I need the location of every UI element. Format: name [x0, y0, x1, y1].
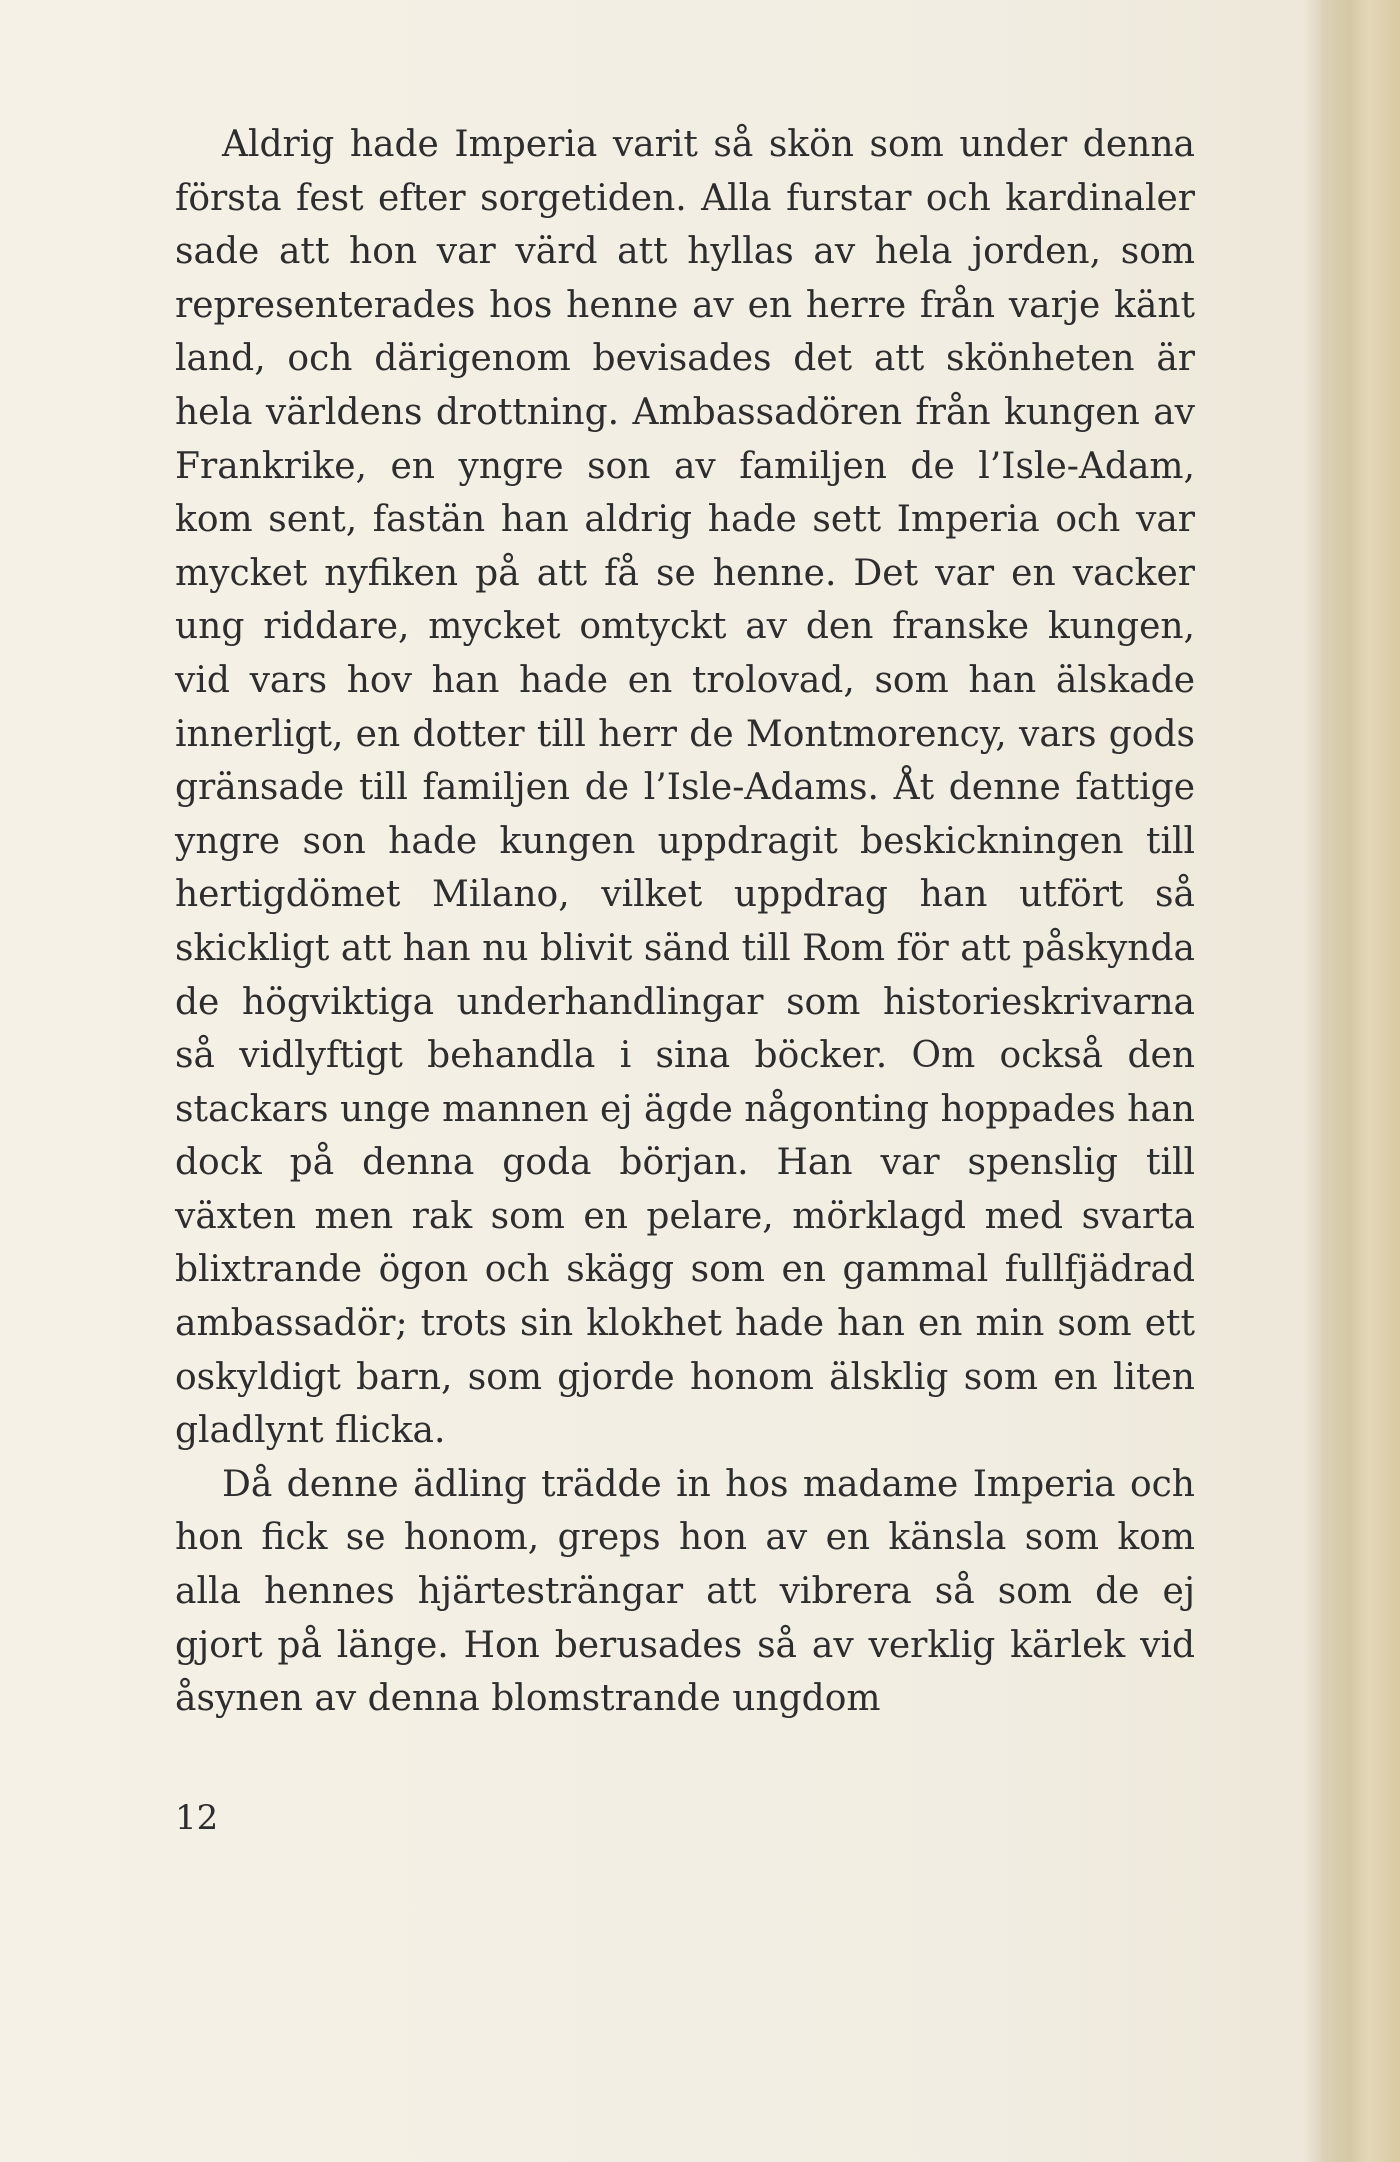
- paragraph-2: Då denne ädling trädde in hos madame Imperia och hon fick se honom, greps hon av en känsla som kom alla hennes hjärtesträngar att vibrera så som de ej gjort på länge. Hon berusades så av verklig kärlek vid åsynen av denna blomstrande ungdom: [175, 1463, 1195, 1720]
- page-number: 12: [175, 1798, 219, 1838]
- body-text: [175, 118, 1195, 1726]
- page-edge: [1322, 0, 1400, 2162]
- paragraph-1: Aldrig hade Imperia varit så skön som under denna första fest efter sorgetiden. Alla furstar och kardinaler sade att hon var värd att hyllas av hela jorden, som representerades hos henne av en herre från varje känt land, och därigenom bevisades det att skönheten är hela världens drottning. Ambassadören från kungen av Frankrike, en yngre son av familjen de l’Isle-Adam, kom sent, fastän han aldrig hade sett Imperia och var mycket nyfiken på att få se henne. Det var en vacker ung riddare, mycket omtyckt av den franske kungen, vid vars hov han hade en trolovad, som han älskade innerligt, en dotter till herr de Montmorency, vars gods gränsade till familjen de l’Isle-Adams. Åt denne fattige yngre son hade kungen uppdragit beskickningen till hertigdömet Milano, vilket uppdrag han utfört så skickligt att han nu blivit sänd till Rom för att påskynda de högviktiga underhandlingar som historieskrivarna så vidlyftigt behandla i sina böcker. Om också den stackars unge mannen ej ägde någonting hoppades han dock på denna goda början. Han var spenslig till växten men rak som en pelare, mörklagd med svarta blixtrande ögon och skägg som en gammal fullfjädrad ambassadör; trots sin klokhet hade han en min som ett oskyldigt barn, som gjorde honom älsklig som en liten gladlynt flicka.: [175, 124, 1195, 1452]
- page-edge-shadow: [1304, 0, 1322, 2162]
